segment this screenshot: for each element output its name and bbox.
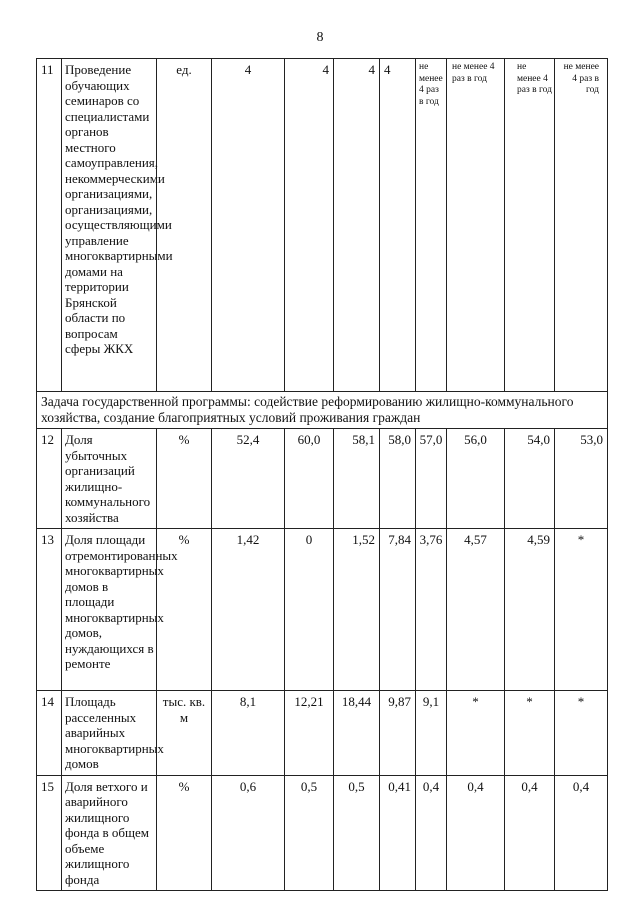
value-cell: 0,5: [285, 775, 334, 891]
value-cell: 9,87: [380, 691, 416, 776]
value-cell: не менее 4 раз в год: [447, 59, 505, 392]
value-cell: 18,44: [334, 691, 380, 776]
value-cell: 57,0: [416, 429, 447, 529]
value-cell: 4: [380, 59, 416, 392]
value-cell: 0,4: [505, 775, 555, 891]
value-cell: не менее 4 раз в год: [416, 59, 447, 392]
indicator-name: Доля убыточных организаций жилищно-коммунального хозяйства: [62, 429, 157, 529]
value-cell: 0,4: [447, 775, 505, 891]
value-cell: не менее 4 раз в год: [555, 59, 608, 392]
task-text: Задача государственной программы: содействие реформированию жилищно-коммунального хозяйства, создание благоприятных условий проживания граждан: [37, 392, 608, 429]
value-cell: 12,21: [285, 691, 334, 776]
value-cell: 54,0: [505, 429, 555, 529]
value-cell: 52,4: [212, 429, 285, 529]
value-cell: 4: [285, 59, 334, 392]
task-row: [37, 392, 608, 429]
value-cell: 0,6: [212, 775, 285, 891]
row-number: 13: [37, 529, 62, 691]
unit-cell: ед.: [157, 59, 212, 392]
value-cell: 60,0: [285, 429, 334, 529]
table-row: [37, 775, 608, 891]
value-cell: *: [555, 529, 608, 691]
page-number: 8: [316, 30, 324, 45]
value-cell: 58,1: [334, 429, 380, 529]
row-number: 12: [37, 429, 62, 529]
row-number: 14: [37, 691, 62, 776]
value-cell: 9,1: [416, 691, 447, 776]
value-cell: 0,41: [380, 775, 416, 891]
value-cell: *: [555, 691, 608, 776]
value-cell: не менее 4 раз в год: [505, 59, 555, 392]
value-cell: 1,52: [334, 529, 380, 691]
unit-cell: %: [157, 775, 212, 891]
value-cell: *: [505, 691, 555, 776]
value-cell: 4: [212, 59, 285, 392]
value-cell: 56,0: [447, 429, 505, 529]
indicator-name: Площадь расселенных аварийных многоквартирных домов: [62, 691, 157, 776]
indicators-table: [36, 58, 608, 891]
table-row: [37, 691, 608, 776]
value-cell: *: [447, 691, 505, 776]
value-cell: 0,4: [555, 775, 608, 891]
value-cell: 8,1: [212, 691, 285, 776]
unit-cell: %: [157, 529, 212, 691]
value-cell: 7,84: [380, 529, 416, 691]
row-number: 11: [37, 59, 62, 392]
indicator-name: Доля ветхого и аварийного жилищного фонда в общем объеме жилищного фонда: [62, 775, 157, 891]
value-cell: 58,0: [380, 429, 416, 529]
indicator-name: Доля площади отремонтированных многоквартирных домов в площади многоквартирных домов, нуждающихся в ремонте: [62, 529, 157, 691]
value-cell: 0,4: [416, 775, 447, 891]
unit-cell: тыс. кв. м: [157, 691, 212, 776]
table-row: [37, 429, 608, 529]
row-number: 15: [37, 775, 62, 891]
value-cell: 1,42: [212, 529, 285, 691]
unit-cell: %: [157, 429, 212, 529]
value-cell: 4,57: [447, 529, 505, 691]
value-cell: 0,5: [334, 775, 380, 891]
table-row: [37, 529, 608, 691]
value-cell: 4,59: [505, 529, 555, 691]
table-row: [37, 59, 608, 392]
indicator-name: Проведение обучающих семинаров со специалистами органов местного самоуправления, некоммерческими организациями, организациями, осуществляющими управление многоквартирными домами на территории Брянской области по вопросам сферы ЖКХ: [62, 59, 157, 392]
value-cell: 3,76: [416, 529, 447, 691]
value-cell: 4: [334, 59, 380, 392]
value-cell: 0: [285, 529, 334, 691]
value-cell: 53,0: [555, 429, 608, 529]
